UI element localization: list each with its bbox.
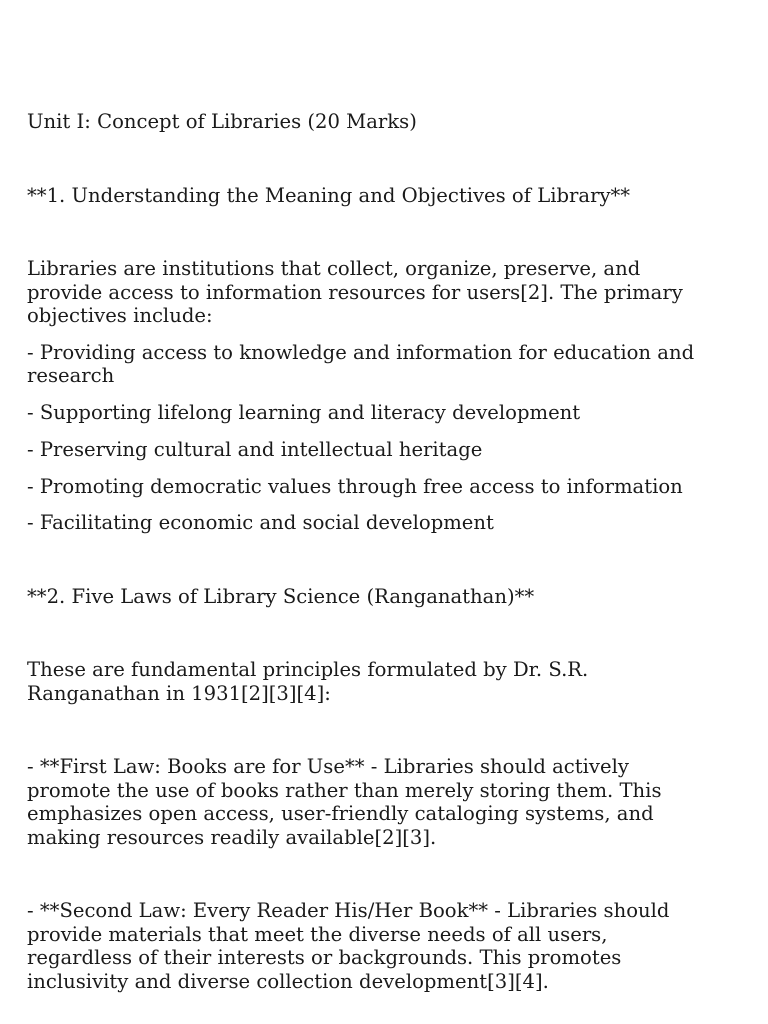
section-1-heading	[27, 147, 768, 207]
paragraph-line: objectives include:	[27, 304, 213, 327]
objective-item	[27, 401, 768, 425]
law-item-line: emphasizes open access, user-friendly cataloging systems, and	[27, 802, 654, 826]
objective-item	[27, 475, 768, 499]
law-item-line: promote the use of books rather than merely storing them. This	[27, 778, 662, 802]
section-1-paragraph	[27, 220, 768, 327]
objective-item-line: research	[27, 364, 115, 388]
law-item-line: provide materials that meet the diverse needs of all users,	[27, 922, 608, 946]
law-item-second	[27, 863, 768, 994]
section-2-heading	[27, 548, 768, 608]
objective-item-line: - Promoting democratic values through free access to information	[27, 474, 683, 498]
paragraph-line: Ranganathan in 1931[2][3][4]:	[27, 681, 331, 705]
objective-item	[27, 341, 768, 388]
objective-item-line: - Facilitating economic and social development	[27, 511, 494, 535]
unit-title-text: Unit I: Concept of Libraries (20 Marks)	[27, 110, 417, 133]
objective-item-line: - Supporting lifelong learning and literacy development	[27, 401, 581, 424]
law-item-line: - **Second Law: Every Reader His/Her Book** - Libraries should	[27, 899, 670, 923]
objective-item	[27, 438, 768, 462]
paragraph-line: These are fundamental principles formulated by Dr. S.R.	[27, 658, 589, 682]
law-item-line: - **First Law: Books are for Use** - Libraries should actively	[27, 755, 629, 779]
objective-item-line: - Preserving cultural and intellectual heritage	[27, 437, 483, 461]
section-2-heading-text: **2. Five Laws of Library Science (Ranganathan)**	[27, 584, 535, 608]
objective-item	[27, 511, 768, 535]
paragraph-line: Libraries are institutions that collect, organize, preserve, and	[27, 257, 641, 280]
law-item-line: inclusivity and diverse collection development[3][4].	[27, 969, 549, 993]
section-1-heading-text: **1. Understanding the Meaning and Objectives of Library**	[27, 183, 631, 207]
law-item-line: regardless of their interests or backgrounds. This promotes	[27, 946, 622, 970]
objective-item-line: - Providing access to knowledge and information for education and	[27, 340, 695, 364]
paragraph-line: provide access to information resources for users[2]. The primary	[27, 280, 683, 304]
law-item-first	[27, 719, 768, 850]
unit-title	[27, 110, 768, 134]
section-2-paragraph	[27, 622, 768, 706]
law-item-line: making resources readily available[2][3].	[27, 825, 437, 849]
